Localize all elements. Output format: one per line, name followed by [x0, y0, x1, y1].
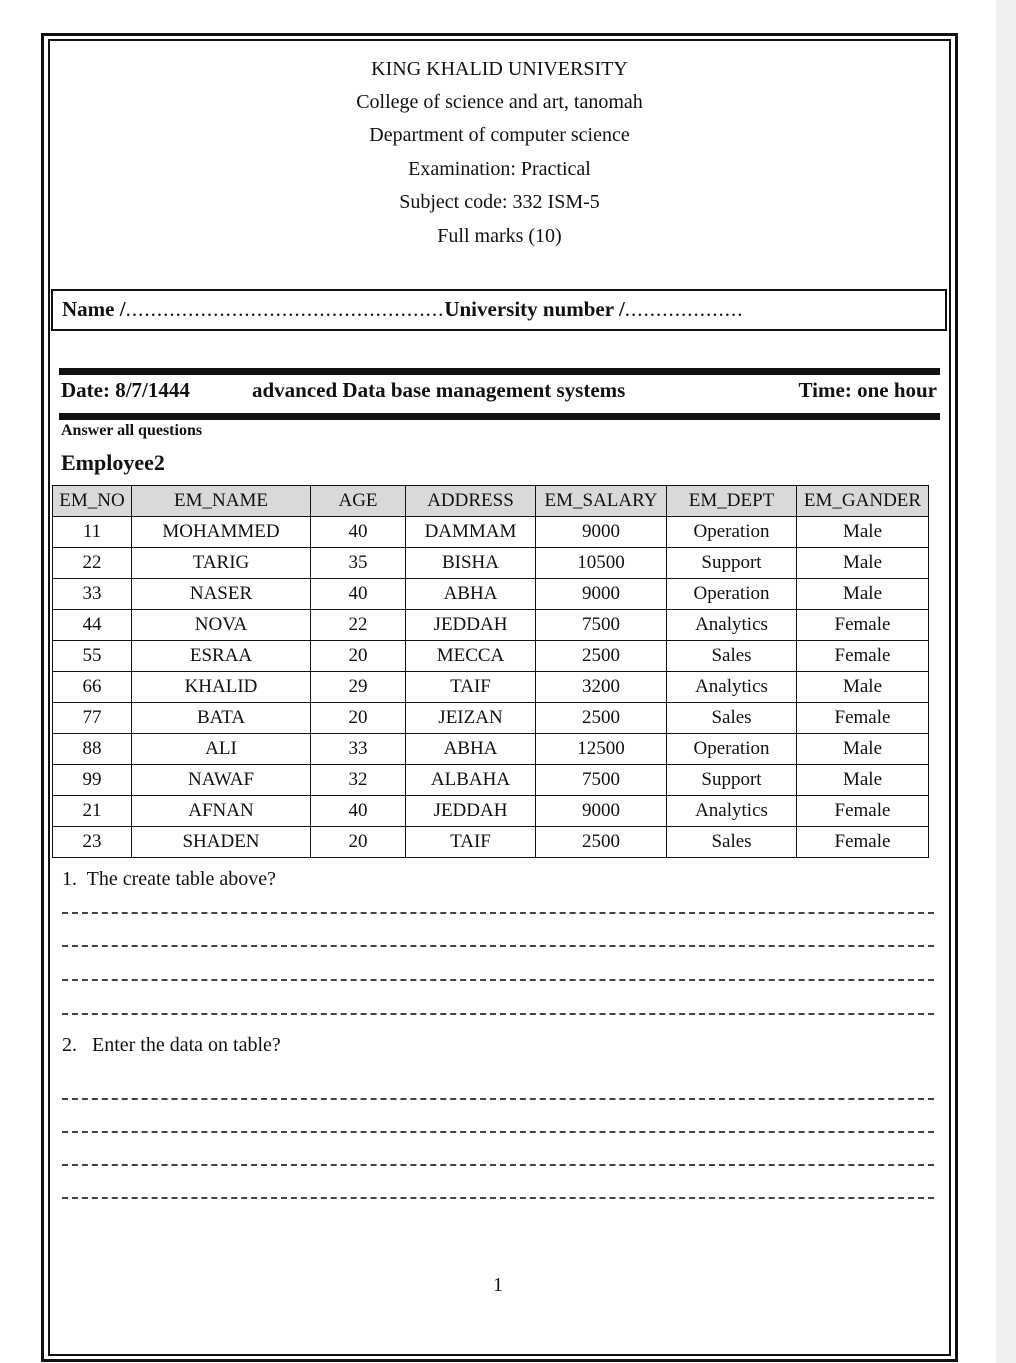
- table-row: [53, 610, 929, 641]
- table-cell: 7500: [536, 765, 667, 796]
- column-header: EM_NO: [53, 486, 132, 517]
- table-cell: 29: [311, 672, 406, 703]
- table-cell: Support: [667, 548, 797, 579]
- table-cell: 33: [53, 579, 132, 610]
- exam-time: Time: one hour: [798, 378, 937, 402]
- answer-line: [62, 945, 934, 947]
- subject-code: Subject code: 332 ISM-5: [399, 191, 600, 213]
- table-cell: 88: [53, 734, 132, 765]
- table-title: Employee2: [61, 450, 165, 475]
- full-marks: Full marks (10): [437, 225, 562, 247]
- table-cell: BATA: [132, 703, 311, 734]
- table-cell: 77: [53, 703, 132, 734]
- exam-date: Date: 8/7/1444: [61, 378, 190, 402]
- table-cell: 23: [53, 827, 132, 858]
- table-cell: 20: [311, 641, 406, 672]
- table-cell: 9000: [536, 796, 667, 827]
- table-cell: Male: [797, 517, 929, 548]
- table-cell: Female: [797, 827, 929, 858]
- question-number: 2.: [62, 1034, 77, 1056]
- table-cell: 20: [311, 827, 406, 858]
- instructions: Answer all questions: [61, 422, 203, 439]
- question-2: [62, 1034, 281, 1057]
- table-cell: Sales: [667, 703, 797, 734]
- answer-line: [62, 1164, 934, 1166]
- table-cell: 35: [311, 548, 406, 579]
- table-cell: NOVA: [132, 610, 311, 641]
- table-cell: BISHA: [406, 548, 536, 579]
- page-gutter: [996, 0, 1016, 1363]
- table-cell: 9000: [536, 579, 667, 610]
- question-text: Enter the data on table?: [92, 1034, 281, 1056]
- column-header: ADDRESS: [406, 486, 536, 517]
- answer-line: [62, 1197, 934, 1199]
- table-cell: Male: [797, 548, 929, 579]
- table-cell: 11: [53, 517, 132, 548]
- table-cell: AFNAN: [132, 796, 311, 827]
- table-row: [53, 703, 929, 734]
- table-row: [53, 548, 929, 579]
- table-cell: DAMMAM: [406, 517, 536, 548]
- table-cell: 44: [53, 610, 132, 641]
- table-cell: 32: [311, 765, 406, 796]
- university-number-label: University number /: [444, 297, 625, 321]
- table-cell: 40: [311, 796, 406, 827]
- name-label: Name /: [62, 297, 126, 321]
- table-cell: Operation: [667, 517, 797, 548]
- column-header: EM_GANDER: [797, 486, 929, 517]
- table-cell: 21: [53, 796, 132, 827]
- table-cell: 2500: [536, 703, 667, 734]
- university-name: KING KHALID UNIVERSITY: [371, 58, 628, 80]
- answer-line: [62, 1013, 934, 1015]
- table-cell: 33: [311, 734, 406, 765]
- college-name: College of science and art, tanomah: [356, 91, 643, 113]
- table-cell: 55: [53, 641, 132, 672]
- table-cell: Sales: [667, 641, 797, 672]
- table-row: [53, 672, 929, 703]
- student-info-box: [51, 289, 947, 331]
- question-text: The create table above?: [86, 868, 276, 890]
- table-cell: 66: [53, 672, 132, 703]
- university-number-blank: ...................: [624, 297, 744, 321]
- table-cell: Operation: [667, 579, 797, 610]
- table-cell: 99: [53, 765, 132, 796]
- table-cell: 9000: [536, 517, 667, 548]
- table-cell: 2500: [536, 641, 667, 672]
- table-cell: 10500: [536, 548, 667, 579]
- table-cell: SHADEN: [132, 827, 311, 858]
- table-cell: TAIF: [406, 827, 536, 858]
- table-cell: 22: [53, 548, 132, 579]
- page-number: 1: [493, 1274, 503, 1296]
- table-cell: Analytics: [667, 672, 797, 703]
- bottom-divider: [59, 413, 940, 420]
- examination-type: Examination: Practical: [408, 158, 591, 180]
- table-cell: 22: [311, 610, 406, 641]
- top-divider: [59, 368, 940, 375]
- table-cell: Male: [797, 734, 929, 765]
- table-header-row: [53, 486, 929, 517]
- table-cell: Analytics: [667, 796, 797, 827]
- answer-line: [62, 912, 934, 914]
- table-cell: Support: [667, 765, 797, 796]
- exam-info-row: [61, 378, 939, 408]
- table-row: [53, 579, 929, 610]
- table-row: [53, 765, 929, 796]
- table-row: [53, 827, 929, 858]
- table-cell: TAIF: [406, 672, 536, 703]
- table-cell: TARIG: [132, 548, 311, 579]
- course-title: advanced Data base management systems: [252, 378, 626, 402]
- table-cell: 20: [311, 703, 406, 734]
- table-row: [53, 796, 929, 827]
- table-cell: ESRAA: [132, 641, 311, 672]
- table-cell: ABHA: [406, 734, 536, 765]
- table-row: [53, 641, 929, 672]
- table-cell: Male: [797, 579, 929, 610]
- column-header: EM_NAME: [132, 486, 311, 517]
- table-cell: Male: [797, 672, 929, 703]
- table-cell: MOHAMMED: [132, 517, 311, 548]
- answer-line: [62, 1098, 934, 1100]
- table-cell: Sales: [667, 827, 797, 858]
- answer-line: [62, 979, 934, 981]
- table-cell: JEDDAH: [406, 796, 536, 827]
- table-cell: Female: [797, 796, 929, 827]
- column-header: EM_SALARY: [536, 486, 667, 517]
- table-cell: 40: [311, 579, 406, 610]
- employee-table: [52, 485, 929, 858]
- table-cell: Operation: [667, 734, 797, 765]
- table-cell: JEDDAH: [406, 610, 536, 641]
- table-cell: KHALID: [132, 672, 311, 703]
- table-cell: Female: [797, 641, 929, 672]
- table-cell: 7500: [536, 610, 667, 641]
- exam-header: [48, 39, 951, 289]
- column-header: EM_DEPT: [667, 486, 797, 517]
- table-cell: NAWAF: [132, 765, 311, 796]
- table-cell: 3200: [536, 672, 667, 703]
- column-header: AGE: [311, 486, 406, 517]
- table-cell: 12500: [536, 734, 667, 765]
- table-cell: MECCA: [406, 641, 536, 672]
- table-cell: ALI: [132, 734, 311, 765]
- table-cell: 2500: [536, 827, 667, 858]
- table-cell: NASER: [132, 579, 311, 610]
- table-cell: Female: [797, 703, 929, 734]
- table-cell: ALBAHA: [406, 765, 536, 796]
- name-blank: ...................................................: [125, 297, 445, 321]
- table-cell: JEIZAN: [406, 703, 536, 734]
- question-number: 1.: [62, 868, 77, 890]
- table-cell: Male: [797, 765, 929, 796]
- table-row: [53, 734, 929, 765]
- question-1: [62, 868, 276, 891]
- table-row: [53, 517, 929, 548]
- table-cell: Female: [797, 610, 929, 641]
- table-cell: 40: [311, 517, 406, 548]
- table-cell: ABHA: [406, 579, 536, 610]
- table-cell: Analytics: [667, 610, 797, 641]
- answer-line: [62, 1131, 934, 1133]
- department-name: Department of computer science: [369, 124, 630, 146]
